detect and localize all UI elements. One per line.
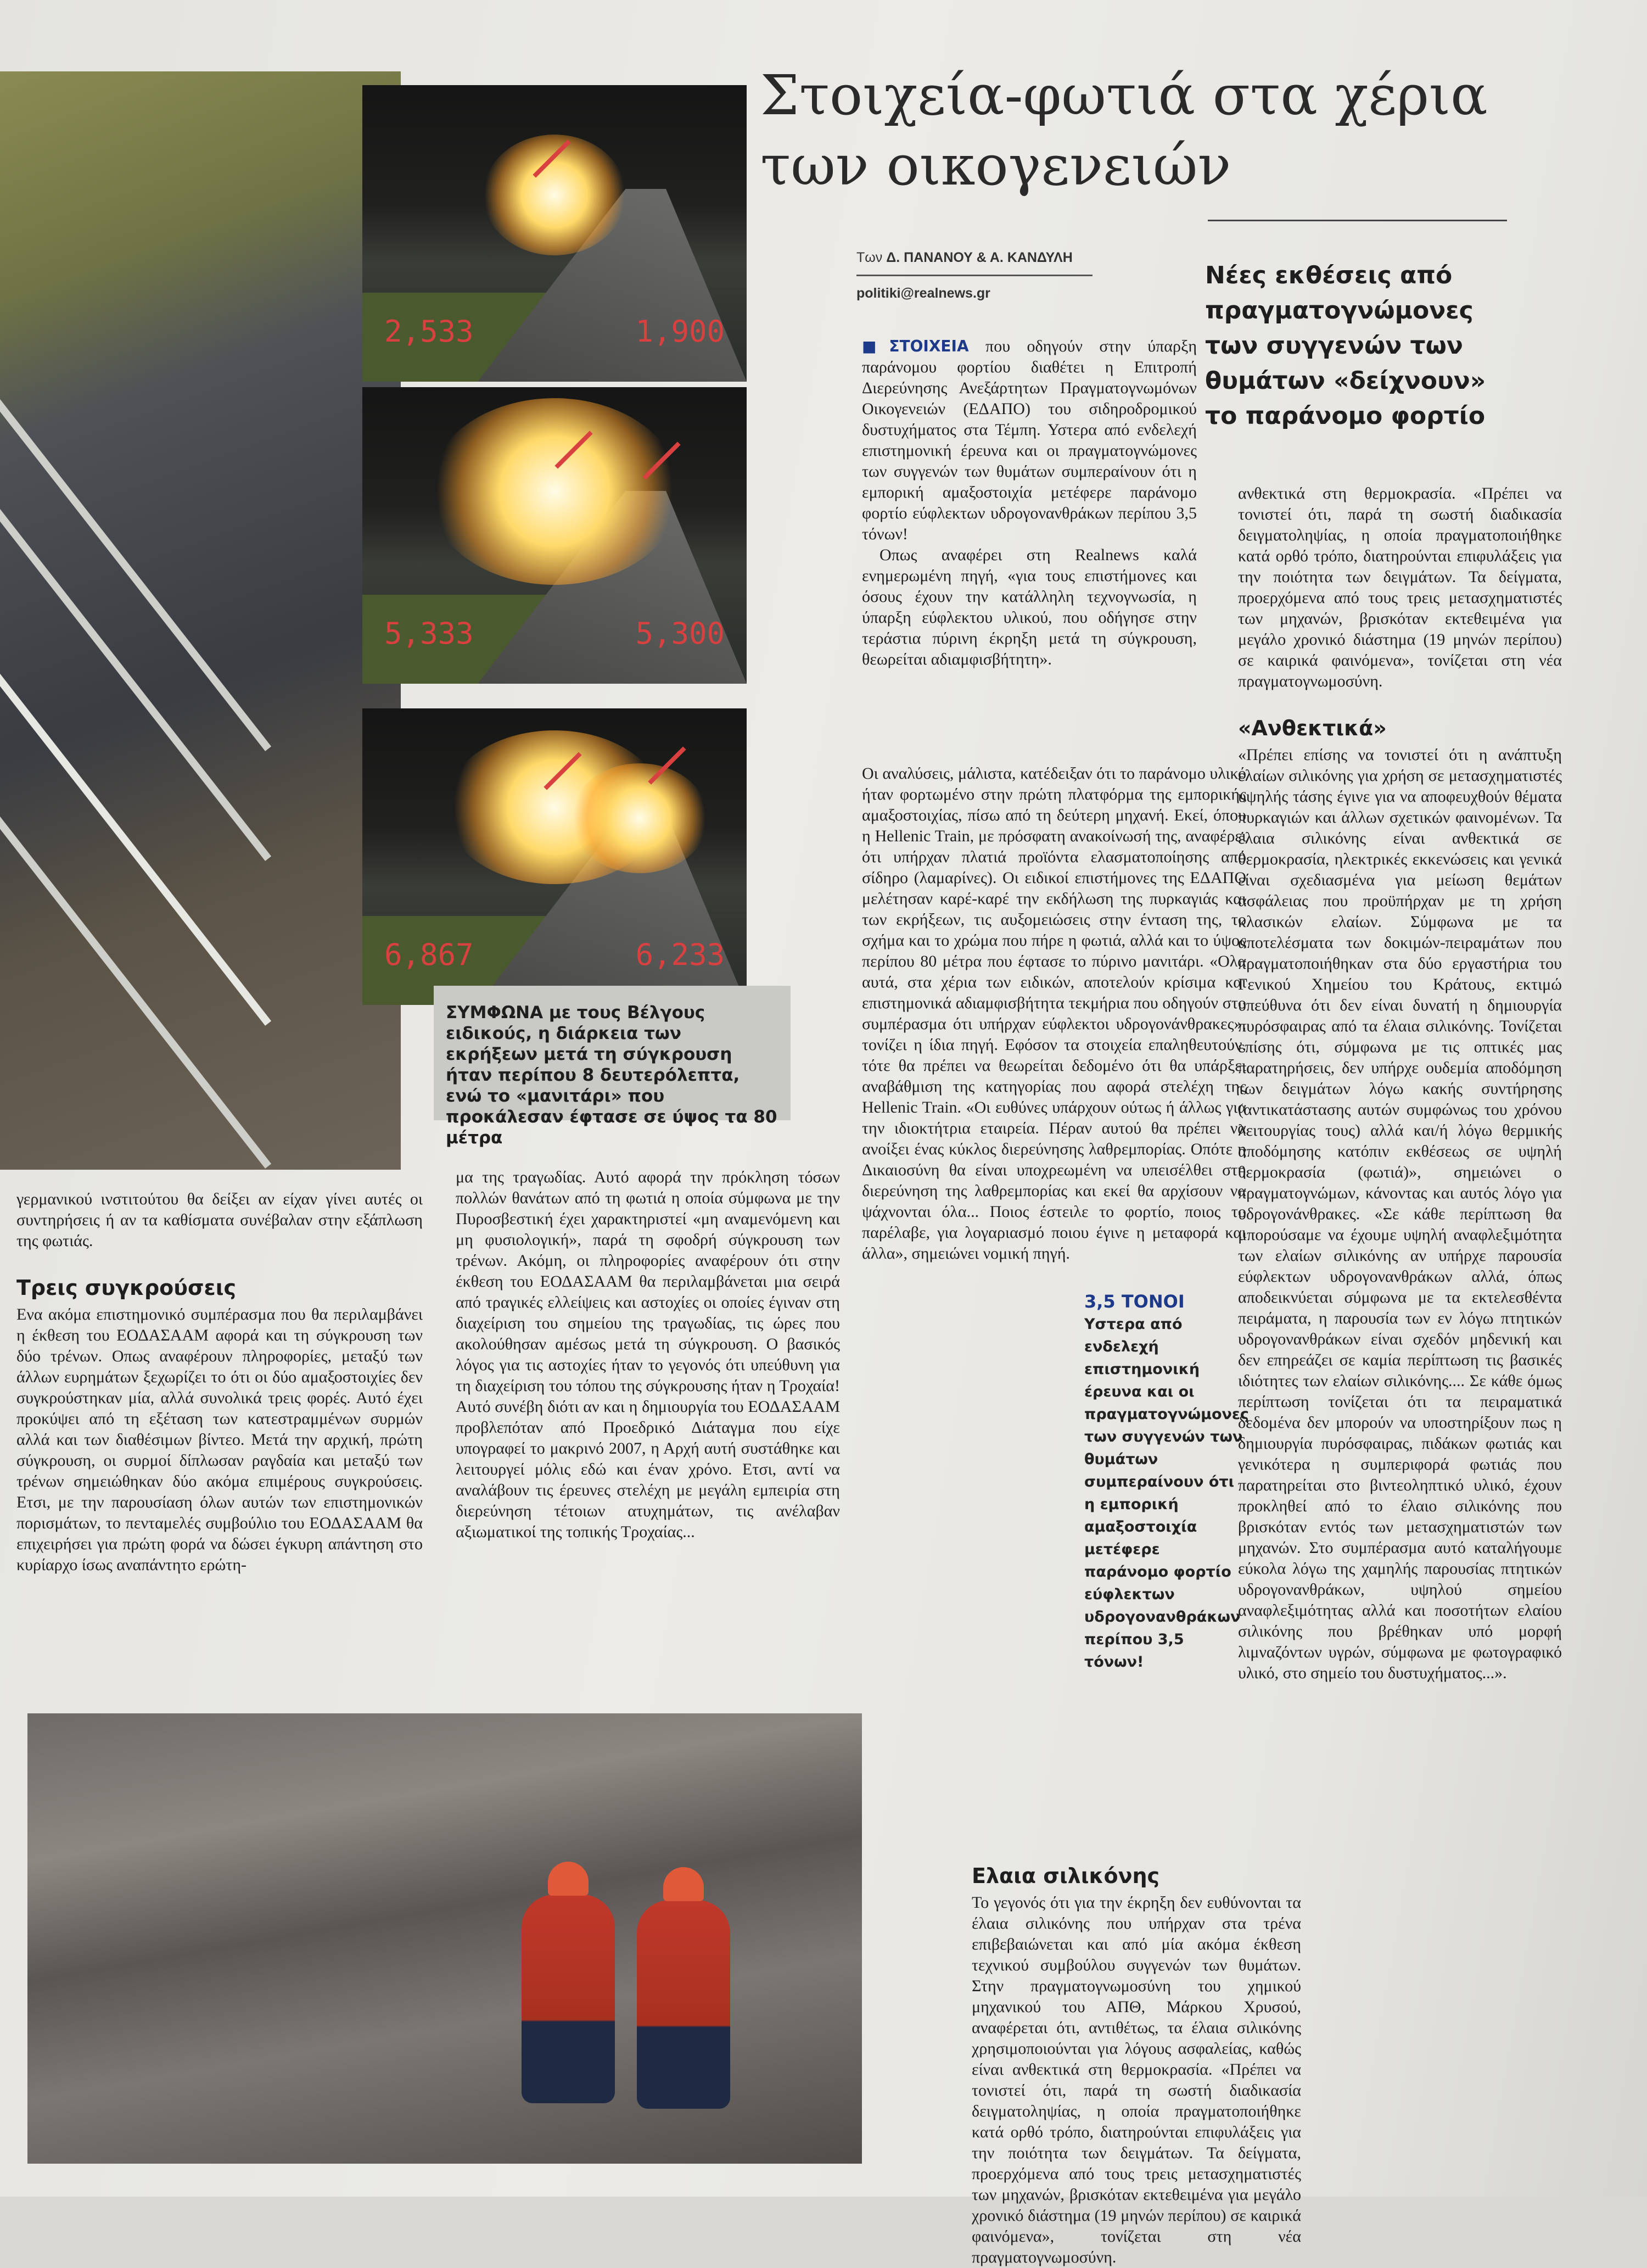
frame-counter-right: 6,233 — [635, 937, 725, 972]
headline: Στοιχεία-φωτιά στα χέρια των οικογενειών — [760, 63, 1488, 198]
main-paragraph-2: Οπως αναφέρει στη Realnews καλά ενημερωμένη πηγή, «για τους επιστήμονες και όσους έχουν την κατάλληλη τεχνογνωσία, η ύπαρξη εύφλεκτου υλικού, που οδήγησε στην τεράστια πύρινη έκρηξη μετά τη σύγκρουση, θεωρείται αδιαμφισβήτητη». — [862, 546, 1197, 668]
pull-quote-head: 3,5 ΤΟΝΟΙ — [1084, 1291, 1185, 1312]
right-column — [1238, 483, 1562, 2164]
silicone-continued: ανθεκτικά στη θερμοκρασία. «Πρέπει να τονιστεί ότι, παρά τη σωστή διαδικασία δειγματοληψίας, η οποία πραγματοποιήθηκε κατά ορθό τρόπο, διατηρούνται επιφυλάξεις για την ποιότητα των δειγμάτων. Τα δείγματα, προερχόμενα από τους τρεις μετασχηματιστές των μηχανών, βρισκόταν εκτεθειμένα για μεγάλο χρονικό διάστημα (19 μηνών περίπου) σε καιρικά φαινόμενα», τονίζεται στη νέα πραγματογνωμοσύνη. — [1238, 484, 1562, 690]
frame-counter-right: 5,300 — [635, 616, 725, 651]
collisions-heading: Τρεις συγκρούσεις — [16, 1276, 237, 1300]
frame-counter-right: 1,900 — [635, 314, 725, 349]
lead-word: ■ ΣΤΟΙΧΕΙΑ — [862, 337, 969, 355]
silicone-heading: Ελαια σιλικόνης — [972, 1864, 1160, 1888]
byline-rule — [856, 275, 1093, 276]
pull-quote-text: Υστερα από ενδελεχή επιστημονική έρευνα και οι πραγματογνώμονες των συγγενών των θυμάτων συμπεραίνουν ότι η εμπορική αμαξοστοιχία μετέφερε παράνομο φορτίο εύφλεκτων υδρογονανθράκων περίπου 3,5 τόνων! — [1084, 1316, 1249, 1671]
middle-column — [456, 1167, 840, 1689]
resistant-heading: «Ανθεκτικά» — [1238, 716, 1387, 740]
explosion-frame-3 — [362, 708, 747, 1005]
collisions-paragraph: Ενα ακόμα επιστημονικό συμπέρασμα που θα περιλαμβάνει η έκθεση του ΕΟΔΑΣΑΑΜ αφορά και τη σύγκρουση των δύο τρένων. Οπως αναφέρουν πληροφορίες, μεταξύ των άλλων ευρημάτων ξεχωρίζει το ότι οι δύο αμαξοστοιχίες δεν συγκρούστηκαν μία, αλλά συνολικά τρεις φορές. Αυτό έχει προκύψει από τη εξέταση των κατεστραμμένων συρμών αλλά και των διαθέσιμων βίντεο. Μετά την αρχική, πρώτη σύγκρουση, οι συρμοί δίπλωσαν ραγδαία και μεταξύ των τρένων σημειώθηκαν δύο ακόμα επιμέρους συγκρούσεις. Ετσι, με την παρουσίαση όλων αυτών των επιστημονικών πορισμάτων, το πενταμελές συμβούλιο του ΕΟΔΑΣΑΑΜ θα επιχειρήσει για πρώτη φορά να δώσει έγκυρη απάντηση στο κυρίαρχο ίσως αναπάντητο ερώτη- — [16, 1305, 423, 1574]
middle-paragraph: μα της τραγωδίας. Αυτό αφορά την πρόκληση τόσων πολλών θανάτων από τη φωτιά η οποία σύμφωνα με την Πυροσβεστική έχει χαρακτηριστεί «μη αναμενόμενη και μη φυσιολογική», παρά τη σφοδρή σύγκρουση των τρένων. Ακόμη, οι πληροφορίες αναφέρουν ότι στην έκθεση του ΕΟΔΑΣΑΑΜ θα περιλαμβάνεται μια σειρά από τραγικές ελλείψεις και αστοχίες οι οποίες έγιναν στη διαχείριση του σημείου της τραγωδίας, τις ώρες που ακολούθησαν αμέσως μετά τη σύγκρουση. Ο βασικός λόγος για τις αστοχίες ήταν το γεγονός ότι υπεύθυνη για τη διαχείριση του τόπου της σύγκρουσης ήταν η Τροχαία! Αυτό συνέβη διότι αν και η δημιουργία του ΕΟΔΑΣΑΑΜ προβλεπόταν από Προεδρικό Διάταγμα που είχε υπογραφεί το μακρινό 2007, η Αρχή αυτή συστάθηκε και λειτουργεί μόλις εδώ και έναν χρόνο. Ετσι, αντί να αναλάβουν τις έρευνες στελέχη με μεγάλη εμπειρία στη διερεύνηση τέτοιων ατυχημάτων, τις ανέλαβαν αξιωματικοί της τοπικής Τροχαίας... — [456, 1168, 840, 1541]
pull-quote — [1084, 1291, 1249, 1673]
author-email[interactable]: politiki@realnews.gr — [856, 286, 990, 301]
resistant-paragraph: «Πρέπει επίσης να τονιστεί ότι η ανάπτυξη ελαίων σιλικόνης για χρήση σε μετασχηματιστές υψηλής τάσης έγινε για να αποφευχθούν θέματα πυρκαγιών και άλλων σχετικών φαινομένων. Τα έλαια σιλικόνης είναι ανθεκτικά σε θερμοκρασία, ηλεκτρικές εκκενώσεις και γενικά είναι σχεδιασμένα για μείωση θεμάτων ασφάλειας που προϋπήρχαν με τη χρήση κλασικών ελαίων. Σύμφωνα με τα αποτελέσματα των δοκιμών-πειραμάτων που πραγματοποιήθηκαν στα δύο εργαστήρια του Γενικού Χημείου του Κράτους, εκτιμώ υπεύθυνα ότι δεν είναι δυνατή η δημιουργία πυρόσφαιρας από τα έλαια σιλικόνης. Τονίζεται επίσης ότι, σύμφωνα με τις οπτικές μας παρατηρήσεις, δεν υπήρχε ουδεμία αποδόμηση των δειγμάτων λόγω κακής συντήρησης (αντικατάστασης αυτών συμφώνως του χρόνου λειτουργίας τους) αλλά και/ή λόγω θερμικής αποδόμησης κατόπιν εκθέσεως σε υψηλή θερμοκρασία (φωτιά)», σημειώνει ο πραγματογνώμων, κάνοντας και αυτός λόγο για υδρογονάνθρακες. «Σε κάθε περίπτωση θα μπορούσαμε να έχουμε υψηλή αναφλεξιμότητα των ελαίων σιλικόνης αν υπήρχε παρουσία εύφλεκτων υδρογονανθράκων αλλά, όπως αποδεικνύεται σύμφωνα με τα εκτελεσθέντα πειράματα, η παρουσία των εν λόγω πτητικών υδρογονανθράκων είναι σχεδόν μηδενική και δεν επηρεάζει σε καμία περίπτωση τις βασικές ιδιότητες των ελαίων σιλικόνης.... Σε κάθε όμως περίπτωση τονίζεται ότι τα πειραματικά δεδομένα δεν μπορούν να υποστηρίξουν πως η δημιουργία πυρόσφαιρας, πιδάκων φωτιάς και γενικότερα η συμπεριφορά φωτιάς που παρατηρείται στο βιντεοληπτικό υλικό, έχουν προκληθεί από το έλαιο σιλικόνης που βρισκόταν εντός των μετασχηματιστών των μηχανών. Στο συμπέρασμα αυτό καταλήγουμε εύκολα λόγω της χαμηλής παρουσίας πτητικών υδρογονανθράκων, υψηλού σημείου αναφλεξιμότητας αλλά και ποσοτήτων ελαίου σιλικόνης που βρέθηκαν υπό μορφή λιμναζόντων υγρών, σύμφωνα με φωτογραφικό υλικό, στο σημείο του δυστυχήματος...». — [1238, 746, 1562, 1682]
byline — [856, 250, 1073, 266]
explosion-frame-2 — [362, 387, 747, 684]
frame-counter-left: 6,867 — [384, 937, 474, 972]
explosion-frame-1 — [362, 85, 747, 382]
subheadline: Νέες εκθέσεις από πραγματογνώμονες των συγγενών των θυμάτων «δείχνουν» το παράνομο φορτίο — [1205, 261, 1486, 430]
main-column — [862, 336, 1197, 670]
frame-counter-left: 2,533 — [384, 314, 474, 349]
wreckage-rescuers-photo — [27, 1713, 862, 2164]
highway-aerial-photo — [0, 71, 401, 1170]
main-paragraph-3: Οι αναλύσεις, μάλιστα, κατέδειξαν ότι το παράνομο υλικό ήταν φορτωμένο στην πρώτη πλατφόρμα της εμπορικής αμαξοστοιχίας, πίσω από τη δεύτερη μηχανή. Εκεί, όπου η Hellenic Train, με πρόσφατη ανακοίνωσή της, αναφέρει ότι υπήρχαν πλατιά προϊόντα ελασματοποίησης από σίδηρο (λαμαρίνες). Οι ειδικοί επιστήμονες της ΕΔΑΠΟ μελέτησαν καρέ-καρέ την εκδήλωση της πυρκαγιάς και των εκρήξεων, τις αυξομειώσεις στην ένταση της, το σχήμα και το χρώμα που πήρε η φωτιά, αλλά και το ύψος περίπου 80 μέτρα που έφτασε το πύρινο μανιτάρι. «Ολα αυτά, στα χέρια των ειδικών, αποτελούν κρίσιμα και επιστημονικά αδιαμφισβήτητα τεκμήρια που οδηγούν στο συμπέρασμα ότι υπήρχαν εύφλεκτοι υδρογονάνθρακες», τονίζει η ίδια πηγή. Εφόσον τα στοιχεία επαληθευτούν, τότε θα πρέπει να θεωρείται δεδομένο ότι θα υπάρξει αναβάθμιση της κατηγορίας που αφορά στελέχη της Hellenic Train. «Οι ευθύνες υπάρχουν ούτως ή άλλως για την ιδιοκτήτρια εταιρεία. Πέραν αυτού θα πρέπει να ανοίξει ένας κύκλος διερεύνησης λαθρεμπορίας. Οπότε η Δικαιοσύνη θα είναι υποχρεωμένη να υπεισέλθει στη διερεύνηση της λαθρεμπορίας και εκεί θα αρχίσουν να ψάχνονται όλα... Ποιος έστειλε το φορτίο, ποιος το παρέλαβε, για λογαριασμό ποιου έγινε η μεταφορά και άλλα», σημειώνει νομική πηγή. — [862, 764, 1246, 1263]
left-column-top: γερμανικού ινστιτούτου θα δείξει αν είχαν γίνει αυτές οι συντηρήσεις ή αν τα καθίσματα συνέβαλαν στην εξάπλωση της φωτιάς. — [16, 1190, 423, 1250]
subhead-rule — [1208, 220, 1507, 221]
main-column-continued — [862, 763, 1246, 1285]
byline-authors: Δ. ΠΑΝΑΝΟΥ & Α. ΚΑΝΔΥΛΗ — [886, 250, 1073, 265]
byline-prefix: Των — [856, 250, 883, 265]
silicone-paragraph: Το γεγονός ότι για την έκρηξη δεν ευθύνονται τα έλαια σιλικόνης που υπήρχαν στα τρένα επιβεβαιώνεται και από μία ακόμα έκθεση τεχνικού συμβούλου συγγενών των θυμάτων. Στην πραγματογνωμοσύνη του χημικού μηχανικού του ΑΠΘ, Μάρκου Χρυσού, αναφέρεται ότι, αντιθέτως, τα έλαια σιλικόνης χρησιμοποιούνται για λόγους ασφαλείας, καθώς είναι ανθεκτικά στη θερμοκρασία. «Πρέπει να τονιστεί ότι, παρά τη σωστή διαδικασία δειγματοληψίας, η οποία πραγματοποιήθηκε κατά ορθό τρόπο, διατηρούνται επιφυλάξεις για την ποιότητα των δειγμάτων. Τα δείγματα, προερχόμενα από τους τρεις μετασχηματιστές των μηχανών, βρισκόταν εκτεθειμένα για μεγάλο χρονικό διάστημα (19 μηνών περίπου) σε καιρικά φαινόμενα», τονίζεται στη νέα πραγματογνωμοσύνη. — [972, 1893, 1301, 2266]
left-column — [16, 1189, 423, 1711]
frame-counter-left: 5,333 — [384, 616, 474, 651]
main-paragraph-1: που οδηγούν στην ύπαρξη παράνομου φορτίου διαθέτει η Επιτροπή Διερεύνησης Ανεξάρτητων Πραγματογνωμόνων Οικογενειών (ΕΔΑΠΟ) του σιδηροδρομικού δυστυχήματος στα Τέμπη. Υστερα από ενδελεχή επιστημονική έρευνα και οι πραγματογνώμονες των συγγενών των θυμάτων συμπεραίνουν ότι η εμπορική αμαξοστοιχία μετέφερε παράνομο φορτίο εύφλεκτων υδρογονανθράκων περίπου 3,5 τόνων! — [862, 337, 1197, 543]
photo-caption: ΣΥΜΦΩΝΑ με τους Βέλγους ειδικούς, η διάρκεια των εκρήξεων μετά τη σύγκρουση ήταν περίπου 8 δευτερόλεπτα, ενώ το «μανιτάρι» που προκάλεσαν έφτασε σε ύψος τα 80 μέτρα — [434, 986, 791, 1120]
